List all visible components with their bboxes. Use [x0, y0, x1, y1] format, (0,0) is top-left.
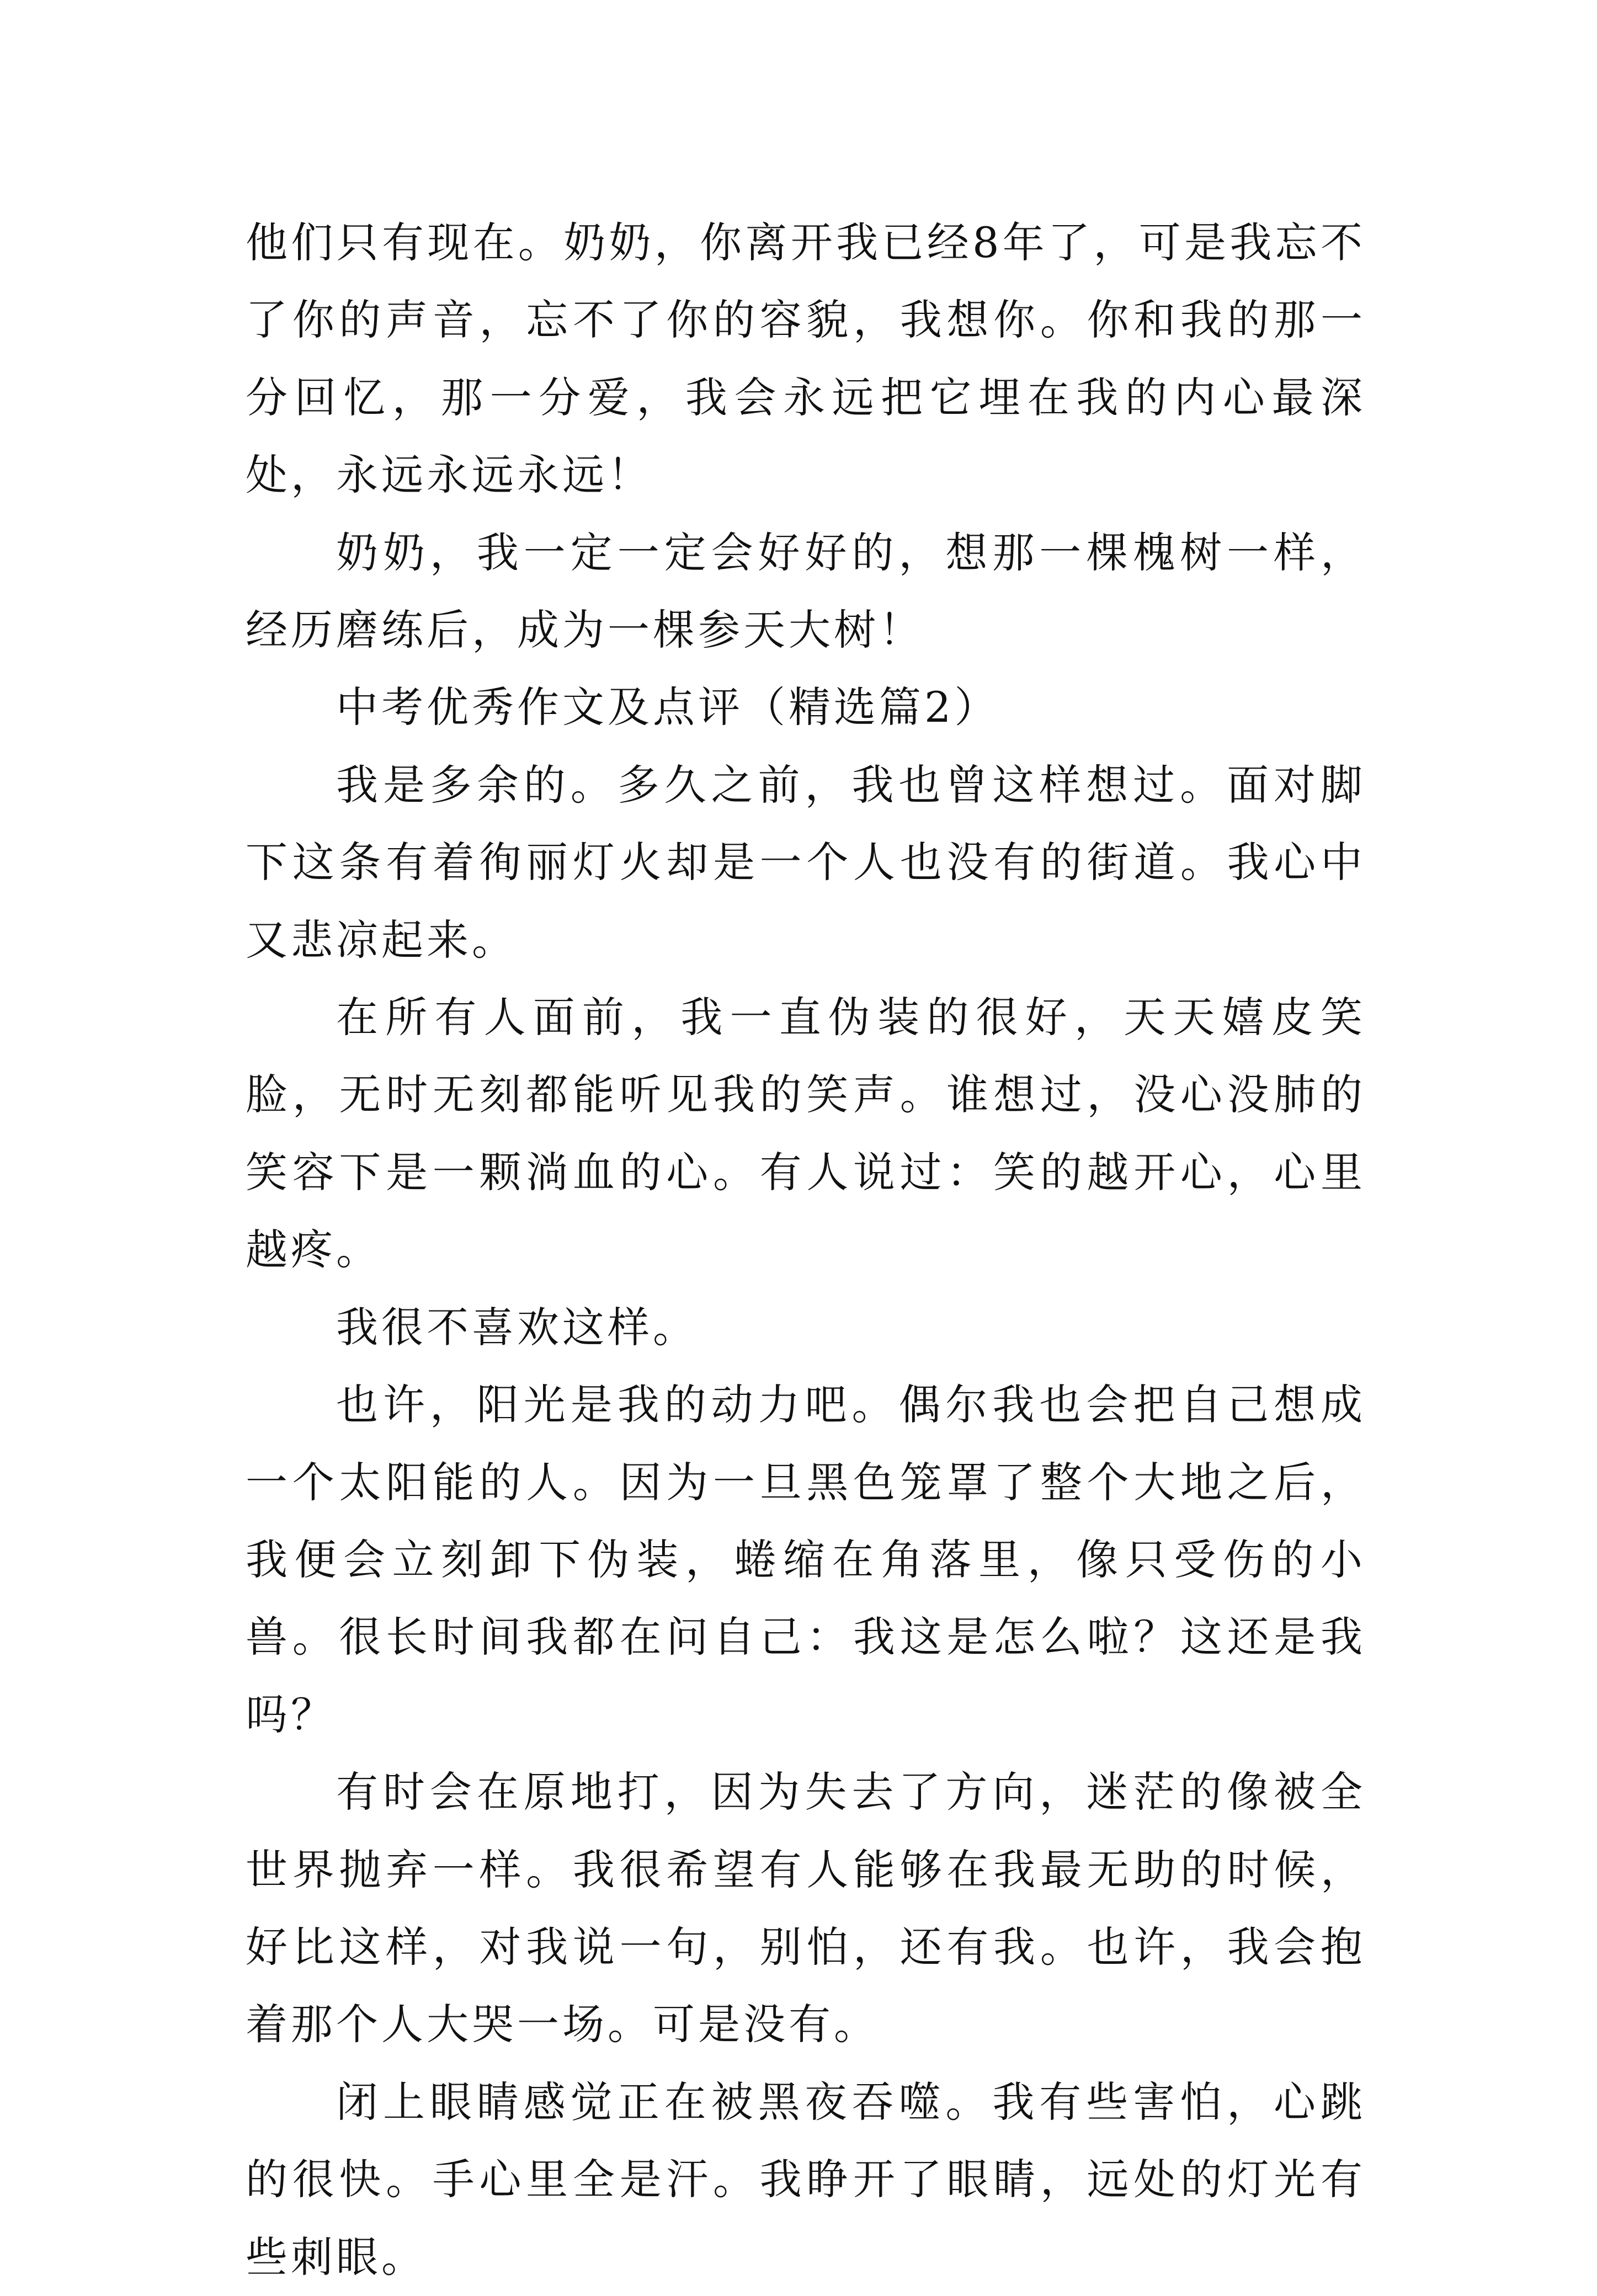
- paragraph-5: 我很不喜欢这样。: [336, 1302, 698, 1352]
- paragraph-4: 在所有人面前，我一直伪装的很好，天天嬉皮笑脸，无时无刻都能听见我的笑声。谁想过，没心没肺的笑容下是一颗淌血的心。有人说过：笑的越开心，心里越疼。: [246, 993, 1366, 1275]
- paragraph-2: 奶奶，我一定一定会好好的，想那一棵槐树一样，经历磨练后，成为一棵参天大树！: [246, 528, 1366, 655]
- essay-heading: 中考优秀作文及点评（精选篇2）: [336, 683, 1000, 732]
- paragraph-7: 有时会在原地打，因为失去了方向，迷茫的像被全世界抛弃一样。我很希望有人能够在我最无助的时候，好比这样，对我说一句，别怕，还有我。也许，我会抱着那个人大哭一场。可是没有。: [246, 1767, 1366, 2049]
- essay-body: [246, 204, 1366, 2296]
- paragraph-1: 他们只有现在。奶奶，你离开我已经8年了，可是我忘不了你的声音，忘不了你的容貌，我想你。你和我的那一分回忆，那一分爱，我会永远把它埋在我的内心最深处，永远永远永远！: [246, 218, 1366, 500]
- paragraph-3: 我是多余的。多久之前，我也曾这样想过。面对脚下这条有着徇丽灯火却是一个人也没有的街道。我心中又悲凉起来。: [246, 760, 1366, 965]
- paragraph-6: 也许，阳光是我的动力吧。偶尔我也会把自己想成一个太阳能的人。因为一旦黑色笼罩了整个大地之后，我便会立刻卸下伪装，蜷缩在角落里，像只受伤的小兽。很长时间我都在问自己：我这是怎么啦？这还是我吗？: [246, 1380, 1366, 1739]
- paragraph-8: 闭上眼睛感觉正在被黑夜吞噬。我有些害怕，心跳的很快。手心里全是汗。我睁开了眼睛，远处的灯光有些刺眼。: [246, 2077, 1366, 2282]
